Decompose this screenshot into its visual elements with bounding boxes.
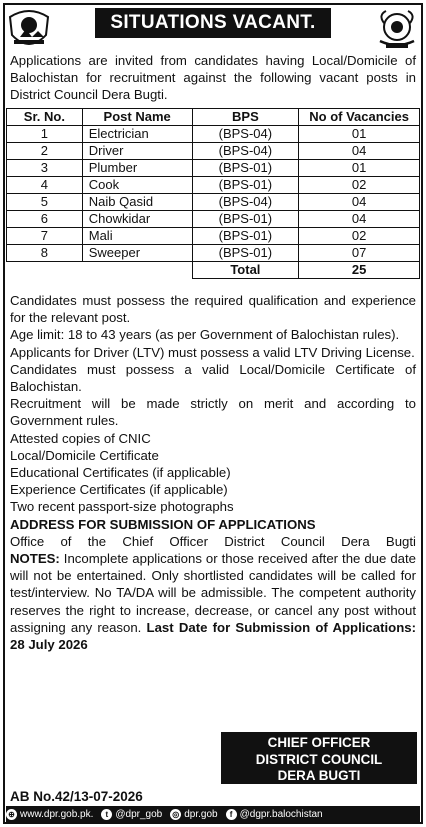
table-row bbox=[7, 211, 420, 228]
header-vacancies: No of Vacancies bbox=[299, 109, 420, 126]
cell-bps: (BPS-01) bbox=[192, 245, 299, 262]
document-item: Educational Certificates (if applicable) bbox=[10, 465, 231, 481]
cell-sr: 1 bbox=[7, 126, 83, 143]
footer-bar bbox=[6, 806, 420, 823]
document-item: Local/Domicile Certificate bbox=[10, 447, 159, 463]
address-line: Office of the Chief Officer District Council Dera Bugti bbox=[10, 533, 416, 549]
condition-merit: Recruitment will be made strictly on merit and according to Government rules. bbox=[10, 396, 416, 429]
header bbox=[6, 5, 420, 51]
cell-vacancies: 07 bbox=[299, 245, 420, 262]
footer-twitter[interactable] bbox=[101, 806, 162, 823]
notes-text: Incomplete applications or those received after the due date will not be entertained. Only shortlisted candidates will be called for test/interview. No TA/DA will be admissible. The competent authority reserves the right to increase, decrease, or cancel any post without assigning any reason. bbox=[10, 551, 416, 635]
signature-line-3: DERA BUGTI bbox=[277, 768, 361, 783]
footer-facebook[interactable] bbox=[226, 806, 323, 823]
cell-sr: 6 bbox=[7, 211, 83, 228]
page-title: SITUATIONS VACANT. bbox=[95, 8, 331, 38]
cell-bps: (BPS-04) bbox=[192, 143, 299, 160]
facebook-text: @dgpr.balochistan bbox=[239, 809, 323, 820]
instagram-text: dpr.gob bbox=[184, 809, 218, 820]
cell-post: Electrician bbox=[82, 126, 192, 143]
condition-qualification: Candidates must possess the required qualification and experience for the relevant post. bbox=[10, 293, 416, 326]
document-item: Attested copies of CNIC bbox=[10, 430, 151, 446]
table-row bbox=[7, 245, 420, 262]
footer-website[interactable] bbox=[6, 806, 93, 823]
empty-cell bbox=[7, 262, 83, 279]
table-row bbox=[7, 160, 420, 177]
condition-age-limit: Age limit: 18 to 43 years (as per Government of Balochistan rules). bbox=[10, 327, 400, 343]
signature-line-2: DISTRICT COUNCIL bbox=[255, 751, 383, 767]
signature-line-1: CHIEF OFFICER bbox=[267, 735, 371, 750]
cell-vacancies: 02 bbox=[299, 228, 420, 245]
condition-driving-license: Applicants for Driver (LTV) must possess a valid LTV Driving License. bbox=[10, 344, 415, 360]
intro-text: Applications are invited from candidates having Local/Domicile of Balochistan for recruitment against the following vacant posts in District Council Dera Bugti. bbox=[10, 53, 416, 102]
total-value: 25 bbox=[299, 262, 420, 279]
table-row bbox=[7, 228, 420, 245]
table-header-row bbox=[7, 109, 420, 126]
signature-block bbox=[221, 732, 417, 784]
table-row bbox=[7, 126, 420, 143]
header-sr-no: Sr. No. bbox=[7, 109, 83, 126]
cell-vacancies: 04 bbox=[299, 143, 420, 160]
document-item: Experience Certificates (if applicable) bbox=[10, 482, 228, 498]
cell-sr: 3 bbox=[7, 160, 83, 177]
cell-sr: 2 bbox=[7, 143, 83, 160]
cell-post: Chowkidar bbox=[82, 211, 192, 228]
total-label: Total bbox=[192, 262, 299, 279]
cell-post: Cook bbox=[82, 177, 192, 194]
cell-post: Mali bbox=[82, 228, 192, 245]
table-row bbox=[7, 177, 420, 194]
address-heading: ADDRESS FOR SUBMISSION OF APPLICATIONS bbox=[10, 516, 316, 532]
cell-sr: 5 bbox=[7, 194, 83, 211]
empty-cell bbox=[82, 262, 192, 279]
document-item: Two recent passport-size photographs bbox=[10, 499, 234, 515]
vacancies-table bbox=[6, 108, 420, 279]
twitter-icon: t bbox=[101, 809, 112, 820]
footer-instagram[interactable] bbox=[170, 806, 217, 823]
cell-vacancies: 01 bbox=[299, 160, 420, 177]
cell-post: Driver bbox=[82, 143, 192, 160]
table-row bbox=[7, 143, 420, 160]
facebook-icon: f bbox=[226, 809, 237, 820]
instagram-icon: ◎ bbox=[170, 809, 181, 820]
cell-sr: 4 bbox=[7, 177, 83, 194]
dgpr-logo bbox=[6, 7, 52, 51]
government-emblem-icon bbox=[374, 7, 420, 51]
cell-bps: (BPS-01) bbox=[192, 177, 299, 194]
condition-domicile: Candidates must possess a valid Local/Domicile Certificate of Balochistan. bbox=[10, 361, 416, 395]
cell-post: Sweeper bbox=[82, 245, 192, 262]
cell-sr: 7 bbox=[7, 228, 83, 245]
body-text bbox=[10, 292, 416, 653]
cell-bps: (BPS-01) bbox=[192, 160, 299, 177]
header-post-name: Post Name bbox=[82, 109, 192, 126]
table-total-row bbox=[7, 262, 420, 279]
cell-bps: (BPS-04) bbox=[192, 194, 299, 211]
twitter-text: @dpr_gob bbox=[115, 809, 163, 820]
notes-paragraph bbox=[10, 550, 416, 653]
cell-vacancies: 01 bbox=[299, 126, 420, 143]
cell-post: Naib Qasid bbox=[82, 194, 192, 211]
cell-bps: (BPS-01) bbox=[192, 211, 299, 228]
cell-vacancies: 02 bbox=[299, 177, 420, 194]
cell-bps: (BPS-04) bbox=[192, 126, 299, 143]
cell-bps: (BPS-01) bbox=[192, 228, 299, 245]
header-bps: BPS bbox=[192, 109, 299, 126]
cell-vacancies: 04 bbox=[299, 194, 420, 211]
globe-icon: ⊕ bbox=[6, 809, 17, 820]
reference-number: AB No.42/13-07-2026 bbox=[10, 789, 143, 804]
cell-sr: 8 bbox=[7, 245, 83, 262]
table-row bbox=[7, 194, 420, 211]
last-date: Last Date for Submission of Applications: 28 July 2026 bbox=[10, 619, 416, 653]
cell-post: Plumber bbox=[82, 160, 192, 177]
website-text: www.dpr.gob.pk. bbox=[20, 809, 94, 820]
cell-vacancies: 04 bbox=[299, 211, 420, 228]
notes-label: NOTES: bbox=[10, 551, 60, 567]
